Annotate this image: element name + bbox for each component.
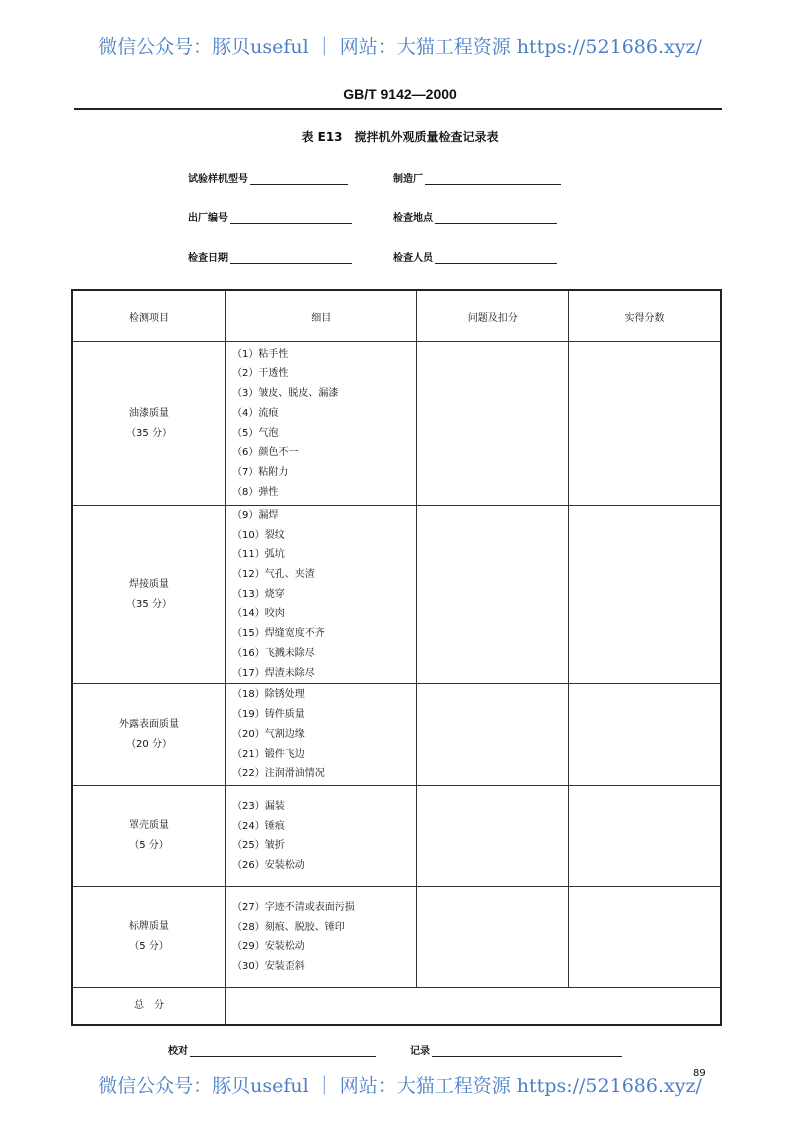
group-row — [72, 506, 721, 684]
field-maker — [393, 170, 561, 185]
detail-cell — [226, 786, 417, 887]
detail-cell — [226, 342, 417, 506]
group-name-cell — [72, 342, 226, 506]
field-model — [188, 170, 348, 185]
deduction-cell — [417, 684, 569, 786]
detail-item: （16）飞溅未除尽 — [232, 647, 315, 659]
detail-item: （27）字迹不清或表面污损 — [232, 901, 355, 913]
watermark-top: 微信公众号：豚贝useful ｜ 网站：大猫工程资源 https://521686.xyz/ — [98, 36, 702, 58]
detail-cell — [226, 506, 417, 684]
group-score: （35 分） — [126, 427, 172, 439]
field-label: 试验样机型号 — [188, 174, 248, 185]
group-name: 焊接质量 — [129, 578, 170, 590]
detail-item: （2）干透性 — [232, 368, 289, 380]
group-score: （5 分） — [129, 941, 169, 953]
deduction-cell — [417, 786, 569, 887]
detail-item: （22）注润滑油情况 — [232, 768, 325, 780]
detail-item: （30）安装歪斜 — [232, 960, 305, 972]
group-name: 油漆质量 — [129, 407, 170, 419]
group-name-cell — [72, 786, 226, 887]
detail-item: （20）气割边缘 — [232, 728, 305, 740]
score-cell — [568, 684, 721, 786]
detail-item: （8）弹性 — [232, 486, 279, 498]
score-cell — [568, 506, 721, 684]
page-number: 89 — [693, 1068, 706, 1079]
score-cell — [568, 342, 721, 506]
group-row — [72, 342, 721, 506]
group-name: 罩壳质量 — [129, 820, 170, 832]
group-name-cell — [72, 887, 226, 988]
field-date — [188, 249, 352, 264]
detail-item: （7）粘附力 — [232, 466, 289, 478]
inspection-table — [71, 289, 722, 1026]
detail-item: （5）气泡 — [232, 427, 279, 439]
field-label: 出厂编号 — [188, 213, 228, 224]
header-score: 实得分数 — [568, 290, 721, 342]
field-location — [393, 209, 557, 224]
detail-item: （24）锤痕 — [232, 820, 285, 832]
detail-cell — [226, 887, 417, 988]
detail-item: （18）除锈处理 — [232, 689, 305, 701]
header-rule — [74, 108, 722, 110]
blank-line — [190, 1046, 376, 1057]
score-cell — [568, 786, 721, 887]
header-item: 检测项目 — [72, 290, 226, 342]
blank-line — [250, 174, 348, 185]
standard-number: GB/T 9142—2000 — [343, 86, 457, 102]
watermark-bottom: 微信公众号：豚贝useful ｜ 网站：大猫工程资源 https://521686.xyz/ — [98, 1075, 702, 1097]
field-label: 制造厂 — [393, 174, 423, 185]
total-row — [72, 988, 721, 1026]
detail-item: （4）流痕 — [232, 407, 279, 419]
total-label: 总 分 — [72, 988, 226, 1026]
group-score: （5 分） — [129, 840, 169, 852]
deduction-cell — [417, 506, 569, 684]
field-label: 检查地点 — [393, 213, 433, 224]
group-name: 标牌质量 — [129, 921, 170, 933]
detail-item: （6）颜色不一 — [232, 447, 299, 459]
group-name-cell — [72, 684, 226, 786]
detail-item: （26）安装松动 — [232, 859, 305, 871]
field-inspector — [393, 249, 557, 264]
group-row — [72, 684, 721, 786]
footer-record — [410, 1042, 622, 1057]
detail-cell — [226, 684, 417, 786]
field-label: 检查日期 — [188, 253, 228, 264]
blank-line — [425, 174, 561, 185]
group-row — [72, 887, 721, 988]
group-score: （20 分） — [126, 738, 172, 750]
detail-item: （9）漏焊 — [232, 510, 279, 521]
detail-item: （12）气孔、夹渣 — [232, 569, 315, 581]
detail-item: （14）咬肉 — [232, 608, 285, 620]
detail-item: （21）锻件飞边 — [232, 748, 305, 760]
field-label: 检查人员 — [393, 253, 433, 264]
detail-item: （23）漏装 — [232, 800, 285, 812]
detail-item: （10）裂纹 — [232, 529, 285, 541]
detail-item: （17）焊渣未除尽 — [232, 667, 315, 679]
detail-item: （15）焊缝宽度不齐 — [232, 628, 325, 640]
table-header-row — [72, 290, 721, 342]
detail-item: （28）刻痕、脱胶、锤印 — [232, 921, 345, 933]
group-name: 外露表面质量 — [119, 718, 180, 730]
score-cell — [568, 887, 721, 988]
footer-label: 记录 — [410, 1046, 430, 1057]
blank-line — [230, 213, 352, 224]
detail-item: （11）弧坑 — [232, 549, 285, 561]
detail-item: （3）皱皮、脱皮、漏漆 — [232, 388, 339, 400]
detail-item: （1）粘手性 — [232, 348, 289, 360]
table-title: 表 E13 搅拌机外观质量检查记录表 — [301, 130, 499, 144]
group-row — [72, 786, 721, 887]
detail-item: （13）烧穿 — [232, 588, 285, 600]
deduction-cell — [417, 887, 569, 988]
detail-item: （29）安装松动 — [232, 941, 305, 953]
total-cell — [226, 988, 721, 1026]
blank-line — [435, 213, 557, 224]
group-name-cell — [72, 506, 226, 684]
group-score: （35 分） — [126, 598, 172, 610]
blank-line — [435, 253, 557, 264]
detail-item: （19）铸件质量 — [232, 709, 305, 721]
footer-check — [168, 1042, 376, 1057]
header-detail: 细目 — [226, 290, 417, 342]
footer-label: 校对 — [168, 1046, 188, 1057]
field-serial — [188, 209, 352, 224]
deduction-cell — [417, 342, 569, 506]
detail-item: （25）皱折 — [232, 840, 285, 852]
header-deduction: 问题及扣分 — [417, 290, 569, 342]
blank-line — [432, 1046, 622, 1057]
blank-line — [230, 253, 352, 264]
